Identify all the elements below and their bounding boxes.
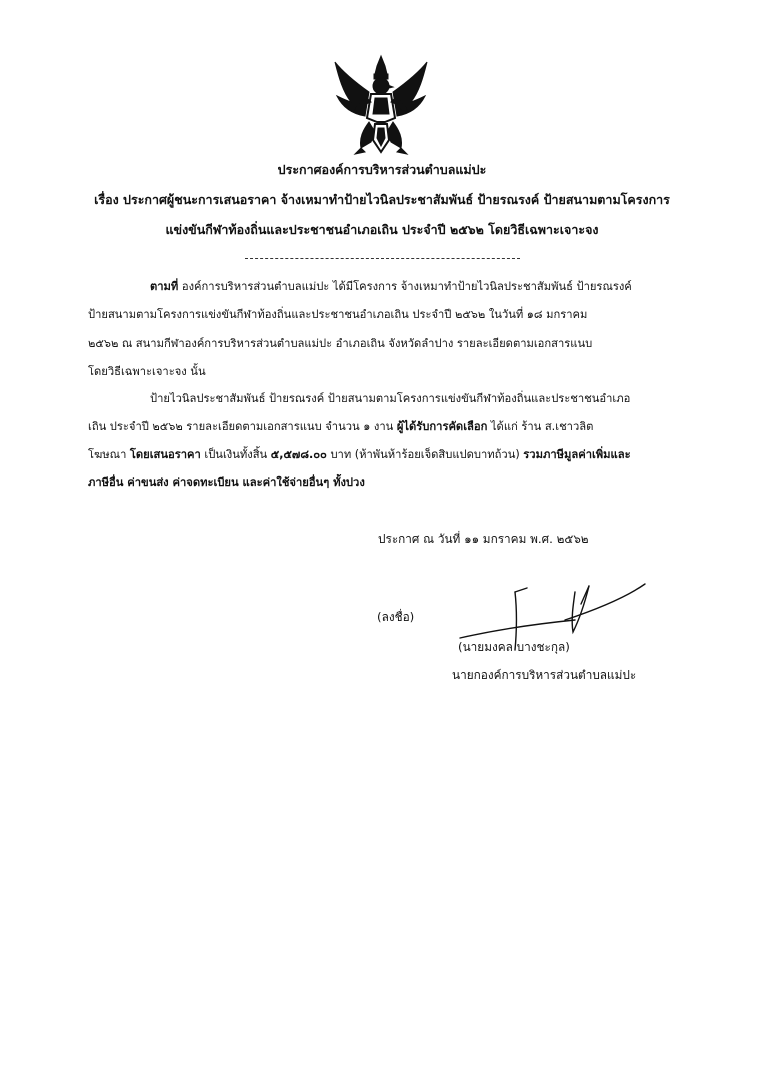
announcement-title: ประกาศองค์การบริหารส่วนตำบลแม่ปะ (277, 162, 487, 177)
bid-label: โดยเสนอราคา (129, 448, 201, 461)
signature-label: (ลงชื่อ) (377, 610, 415, 624)
paragraph-1-line-1 (150, 277, 632, 295)
garuda-emblem-icon (325, 52, 437, 164)
vat-included-label: รวมภาษีมูลค่าเพิ่มและ (523, 448, 631, 461)
signer-name: (นายมงคล บางชะกุล) (458, 640, 570, 654)
amount-in-words: บาท (ห้าพันห้าร้อยเจ็ดสิบแปดบาทถ้วน) (326, 448, 524, 461)
total-amount-label: เป็นเงินทั้งสิ้น (200, 448, 271, 461)
paragraph-2-line-1: ป้ายไวนิลประชาสัมพันธ์ ป้ายรณรงค์ ป้ายสนามตามโครงการแข่งขันกีฬาท้องถิ่นและประชาชนอำเภอ (150, 392, 631, 405)
signer-position: นายกองค์การบริหารส่วนตำบลแม่ปะ (452, 668, 637, 682)
paragraph-2-line-4: ภาษีอื่น ค่าขนส่ง ค่าจดทะเบียน และค่าใช้จ่ายอื่นๆ ทั้งปวง (88, 476, 365, 489)
paragraph-2-line-2 (88, 417, 593, 435)
subject-line-2: แข่งขันกีฬาท้องถิ่นและประชาชนอำเภอเถิน ประจำปี ๒๕๖๒ โดยวิธีเฉพาะเจาะจง (165, 222, 599, 237)
paragraph-1-line-4: โดยวิธีเฉพาะเจาะจง นั้น (88, 365, 206, 378)
paragraph-1-lead: ตามที่ (150, 280, 179, 293)
total-amount: ๕,๕๗๘.๐๐ (270, 448, 327, 461)
paragraph-1-line-2: ป้ายสนามตามโครงการแข่งขันกีฬาท้องถิ่นและประชาชนอำเภอเถิน ประจำปี ๒๕๖๒ ในวันที่ ๑๘ มกราคม (88, 308, 588, 321)
paragraph-1-line-1-text: องค์การบริหารส่วนตำบลแม่ปะ ได้มีโครงการ จ้างเหมาทำป้ายไวนิลประชาสัมพันธ์ ป้ายรณรงค์ (178, 280, 632, 293)
vendor-name: ได้แก่ ร้าน ส.เชาวลิต (487, 420, 594, 433)
header-divider (245, 258, 520, 259)
paragraph-2-line-3 (88, 445, 631, 463)
paragraph-1-line-3: ๒๕๖๒ ณ สนามกีฬาองค์การบริหารส่วนตำบลแม่ปะ อำเภอเถิน จังหวัดลำปาง รายละเอียดตามเอกสารแนบ (88, 337, 593, 350)
vendor-name-cont: โฆษณา (88, 448, 130, 461)
selected-vendor-label: ผู้ได้รับการคัดเลือก (396, 420, 488, 433)
paragraph-2-line-2-text: เถิน ประจำปี ๒๕๖๒ รายละเอียดตามเอกสารแนบ จำนวน ๑ งาน (88, 420, 397, 433)
subject-line-1: เรื่อง ประกาศผู้ชนะการเสนอราคา จ้างเหมาทำป้ายไวนิลประชาสัมพันธ์ ป้ายรณรงค์ ป้ายสนามตามโครงการ (94, 192, 670, 207)
announcement-date: ประกาศ ณ วันที่ ๑๑ มกราคม พ.ศ. ๒๕๖๒ (378, 532, 589, 546)
